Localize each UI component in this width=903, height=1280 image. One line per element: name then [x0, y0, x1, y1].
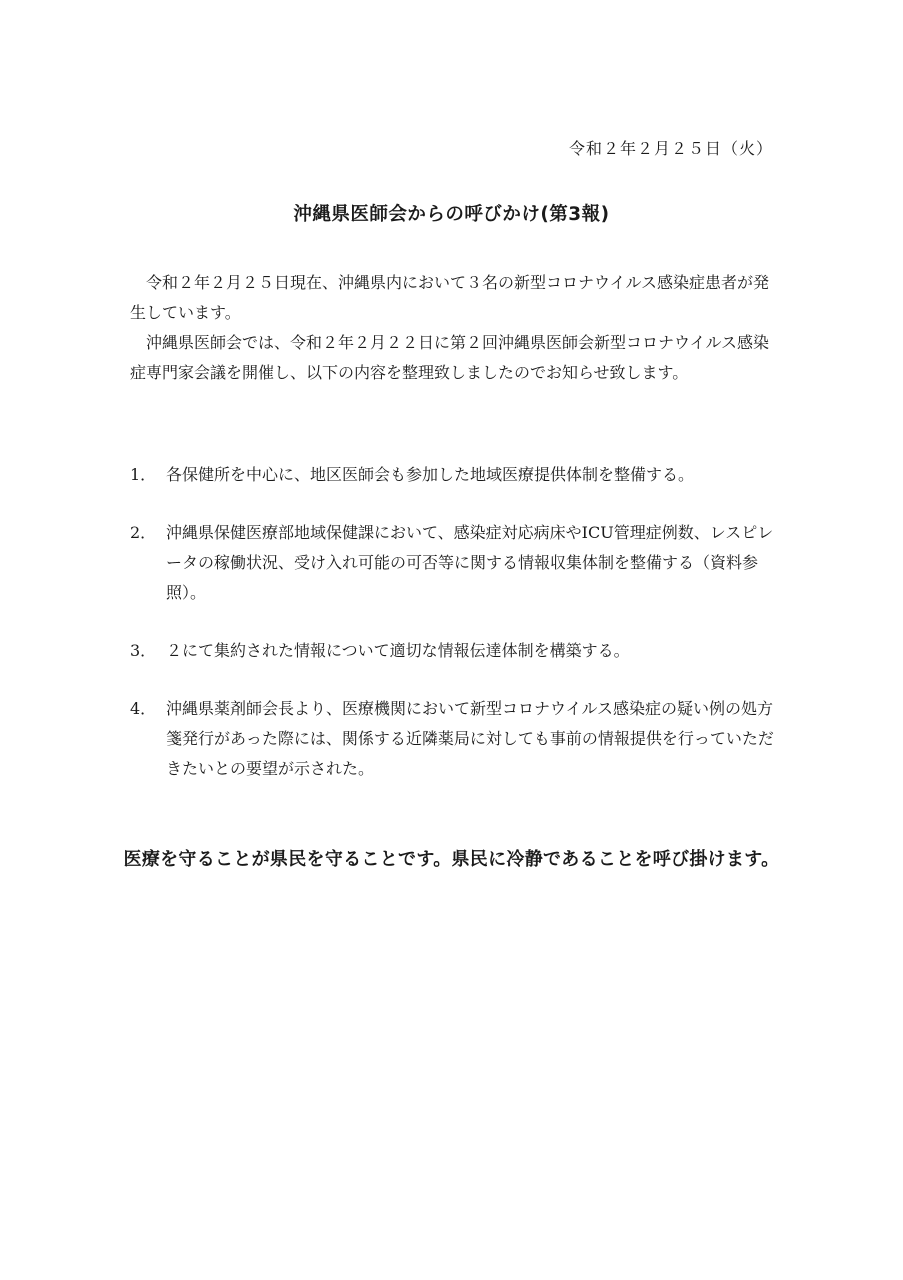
intro-paragraph: 沖縄県医師会では、令和２年２月２２日に第２回沖縄県医師会新型コロナウイルス感染症専門家会議を開催し、以下の内容を整理致しましたのでお知らせ致します。 — [130, 333, 770, 382]
list-item-text: 各保健所を中心に、地区医師会も参加した地域医療提供体制を整備する。 — [166, 465, 695, 484]
list-item — [130, 636, 780, 666]
list-item-text: 沖縄県薬剤師会長より、医療機関において新型コロナウイルス感染症の疑い例の処方箋発行があった際には、関係する近隣薬局に対しても事前の情報提供を行っていただきたいとの要望が示された。 — [166, 699, 774, 778]
closing-statement: 医療を守ることが県民を守ることです。県民に冷静であることを呼び掛けます。 — [123, 849, 780, 870]
list-item — [130, 460, 780, 490]
intro-paragraph: 令和２年２月２５日現在、沖縄県内において３名の新型コロナウイルス感染症患者が発生しています。 — [130, 273, 770, 322]
list-item-text: ２にて集約された情報について適切な情報伝達体制を構築する。 — [166, 641, 630, 660]
document-date: 令和２年２月２５日（火） — [568, 139, 773, 158]
list-item — [130, 694, 780, 784]
numbered-list — [130, 460, 780, 812]
list-item-number: 4． — [130, 699, 157, 718]
intro-section — [130, 268, 780, 388]
list-item-number: 1． — [130, 465, 157, 484]
list-item-number: 3． — [130, 641, 157, 660]
list-item-number: 2． — [130, 523, 157, 542]
document-title: 沖縄県医師会からの呼びかけ(第3報) — [293, 204, 610, 225]
list-item-text: 沖縄県保健医療部地域保健課において、感染症対応病床やICU管理症例数、レスピレータの稼働状況、受け入れ可能の可否等に関する情報収集体制を整備する（資料参照）。 — [166, 523, 774, 602]
list-item — [130, 518, 780, 608]
